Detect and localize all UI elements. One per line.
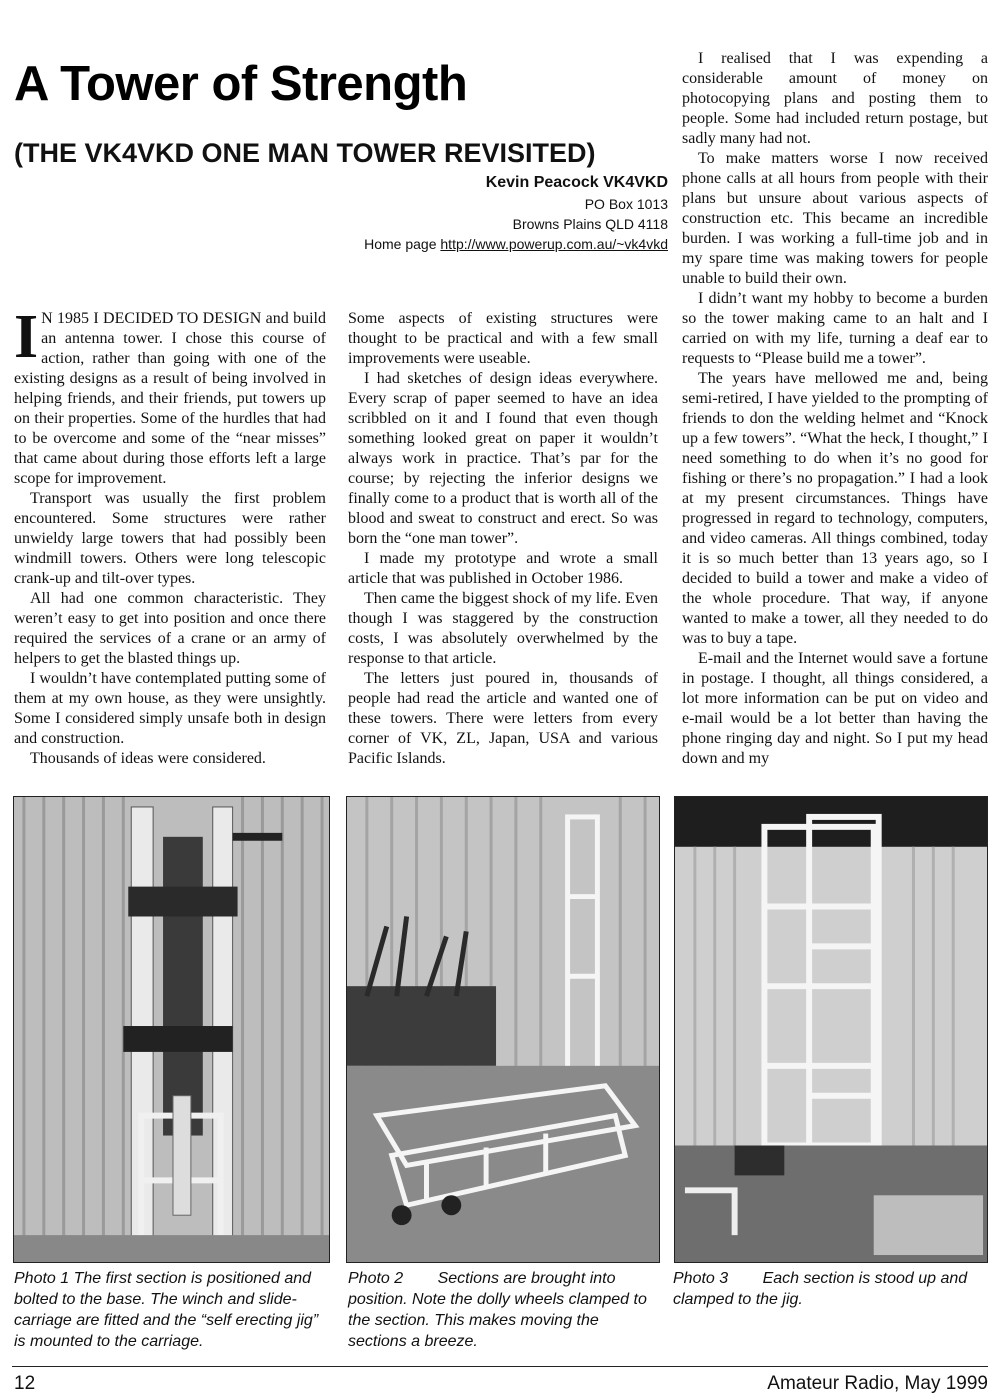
publication-issue: Amateur Radio, May 1999: [767, 1373, 988, 1394]
body-paragraph: Some aspects of existing structures were thought to be practical and with a few small improvements were useable.: [348, 310, 658, 367]
photo-2-caption: [348, 1268, 660, 1352]
photo-3: [674, 796, 988, 1263]
photo-3-label: Photo 3: [673, 1270, 729, 1287]
body-paragraph: Transport was usually the first problem encountered. Some structures were rather unwieldy large towers that had possibly been windmill towers. Others were long telescopic crank-up and tilt-over types.: [14, 490, 326, 587]
page-number: 12: [14, 1373, 36, 1394]
photo-1-caption: [14, 1268, 332, 1352]
author-address-line1: PO Box 1013: [584, 196, 668, 212]
body-paragraph: The letters just poured in, thousands of people had read the article and wanted one of these towers. There were letters from every corner of VK, ZL, Japan, USA and various Pacific Islands.: [348, 670, 658, 767]
homepage-link[interactable]: http://www.powerup.com.au/~vk4vkd: [440, 236, 668, 252]
body-paragraph: I N 1985 I DECIDED TO DESIGN and build an antenna tower. I chose this course of action, rather than going with one of the existing designs as a result of being involved in helping friends, and their friends, put towers up on their properties. Some of the hurdles that had to be overcome and some of the “near misses” that came about during those efforts left a large scope for improvement.: [14, 303, 326, 487]
body-paragraph: I made my prototype and wrote a small article that was published in October 1986.: [348, 550, 658, 587]
photo-1-label: Photo 1: [14, 1270, 70, 1287]
author-address-line2: Browns Plains QLD 4118: [512, 216, 668, 232]
body-paragraph: Then came the biggest shock of my life. Even though I was staggered by the construction costs, I was absolutely overwhelmed by the response to that article.: [348, 590, 658, 667]
photo-3-caption-text: Each section is stood up and clamped to the jig.: [673, 1270, 968, 1308]
author-block: [364, 172, 668, 254]
drop-cap: I: [14, 303, 39, 371]
photo-2-caption-text: Sections are brought into position. Note the dolly wheels clamped to the section. This makes moving the sections a breeze.: [348, 1270, 647, 1350]
article-title: A Tower of Strength: [14, 57, 468, 111]
text-column-1: [14, 303, 326, 769]
body-paragraph: I had sketches of design ideas everywhere. Every scrap of paper seemed to have an idea scribbled on it and I found that even though something looked great on paper it wouldn’t always work in practice. That’s par for the course; by rejecting the inferior designs we finally come to a product that is worth all of the blood and sweat to construct and erect. So was born the “one man tower”.: [348, 370, 658, 547]
author-homepage: [364, 234, 668, 254]
photo-2-label: Photo 2: [348, 1270, 404, 1287]
body-paragraph: The years have mellowed me and, being semi-retired, I have yielded to the prompting of friends to don the welding helmet and “Knock up a few towers”. “What the heck, I thought,” I need something to do when it’s no good for fishing or there’s no propagation.” I had a look at my present circumstances. Things have progressed in regard to technology, computers, and video cameras. All things combined, today it is so much better than 13 years ago, so I decided to build a tower and make a video of the whole procedure. That way, if anyone wanted to make a tower, all they needed to do was to buy a tape.: [682, 370, 988, 647]
footer-rule: [12, 1366, 988, 1367]
body-paragraph: I didn’t want my hobby to become a burden so the tower making came to an halt and I carried on with my life, turning a deaf ear to requests to “Please build me a tower”.: [682, 290, 988, 367]
body-paragraph: All had one common characteristic. They weren’t easy to get into position and once there required the services of a crane or an army of helpers to get the blasted things up.: [14, 590, 326, 667]
photo-1-caption-text: The first section is positioned and bolted to the base. The winch and slide-carriage are fitted and the “self erecting jig” is mounted to the carriage.: [14, 1270, 319, 1350]
body-paragraph: E-mail and the Internet would save a fortune in postage. I thought, all things considered, a lot more information can be put on video and e-mail would be a lot better than having the phone ringing day and night. So I put my head down and my: [682, 650, 988, 767]
homepage-label: Home page: [364, 236, 437, 252]
body-paragraph: I realised that I was expending a considerable amount of money on photocopying plans and posting them to people. Some had included return postage, but sadly many had not.: [682, 50, 988, 147]
body-paragraph: To make matters worse I now received phone calls at all hours from people with their plans but unsure about various aspects of construction etc. This became an incredible burden. I was working a full-time job and in my spare time was making towers for people unable to build their own.: [682, 150, 988, 287]
body-paragraph: Thousands of ideas were considered.: [30, 750, 266, 767]
author-name: Kevin Peacock VK4VKD: [485, 174, 668, 191]
photo-3-caption: [673, 1268, 989, 1310]
text-column-3: [682, 49, 988, 769]
article-subtitle: (THE VK4VKD ONE MAN TOWER REVISITED): [14, 138, 596, 168]
photo-2: [346, 796, 660, 1263]
text-column-2: [348, 309, 658, 769]
photo-1: [13, 796, 330, 1263]
body-paragraph: I wouldn’t have contemplated putting some of them at my own house, as they were unsightly. Some I considered simply unsafe both in design and construction.: [14, 670, 326, 747]
